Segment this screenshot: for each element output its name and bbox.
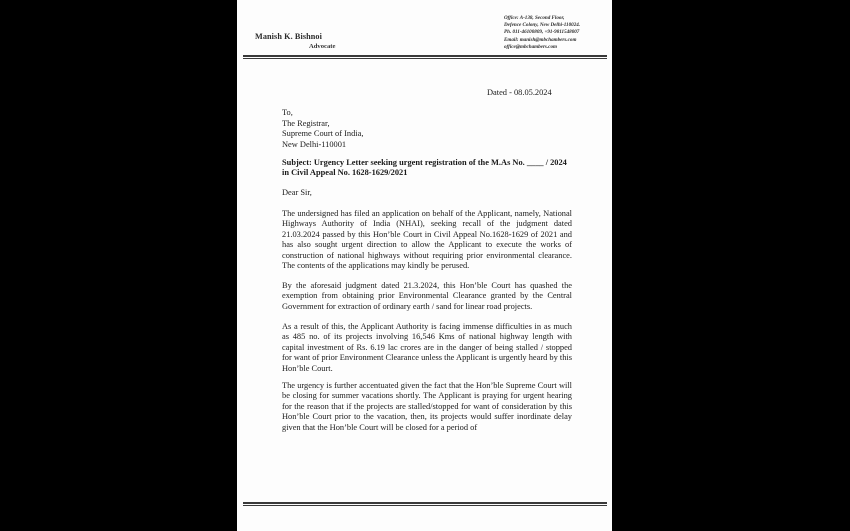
office-line: office@mbchambers.com (504, 43, 557, 50)
letter-date: Dated - 08.05.2024 (487, 88, 552, 97)
header-rule (243, 55, 607, 57)
body-paragraph: By the aforesaid judgment dated 21.3.2024, this Hon’ble Court has quashed the exemption from obtaining prior Environmental Clearance granted by the Central Government for extraction of ordinary earth / sand for linear road projects. (282, 281, 572, 311)
office-line: Defence Colony, New Delhi-110024. (504, 22, 581, 29)
advocate-title: Advocate (309, 43, 336, 50)
advocate-name: Manish K. Bishnoi (255, 32, 322, 41)
address-line: New Delhi-110001 (282, 139, 347, 149)
office-address (504, 15, 612, 51)
footer-rule (243, 502, 607, 504)
salutation: Dear Sir, (282, 188, 312, 197)
letter-page (237, 0, 612, 531)
footer-rule-thin (243, 505, 607, 506)
address-line: The Registrar, (282, 118, 330, 128)
office-line: Office: A-138, Second Floor, (504, 15, 565, 21)
office-line: Ph. 011-46100809, +91-9811548007 (504, 29, 580, 36)
address-line: Supreme Court of India, (282, 129, 364, 139)
address-line: To, (282, 108, 293, 117)
office-line: Email: manish@mbchambers.com (504, 36, 577, 43)
header-rule-thin (243, 58, 607, 59)
recipient-address (282, 108, 363, 150)
letter-subject: Subject: Urgency Letter seeking urgent registration of the M.As No. ____ / 2024 in Civil Appeal No. 1628-1629/2021 (282, 158, 567, 178)
body-paragraph: The urgency is further accentuated given the fact that the Hon’ble Supreme Court will be closing for summer vacations shortly. The Applicant is praying for urgent hearing for the reason that if the projects are stalled/stopped for want of consideration by this Hon’ble Court prior to the vacation, then, its projects would suffer inordinate delay given that the Hon’ble Court will be closed for a period of (282, 381, 572, 432)
body-paragraph: As a result of this, the Applicant Authority is facing immense difficulties in as much as 485 no. of its projects involving 16,546 Kms of national highway length with capital investment of Rs. 6.19 lac crores are in the danger of being stalled / stopped for want of prior Environment Clearance unless the Applicant is urgently heard by this Hon’ble Court. (282, 322, 572, 373)
body-paragraph: The undersigned has filed an application on behalf of the Applicant, namely, National Highways Authority of India (NHAI), seeking recall of the judgment dated 21.03.2024 passed by this Hon’ble Court in Civil Appeal No.1628-1629 of 2021 and has also sought urgent direction to allow the Applicant to execute the works of construction of national highways without requiring prior environmental clearance. The contents of the applications may kindly be perused. (282, 209, 572, 271)
